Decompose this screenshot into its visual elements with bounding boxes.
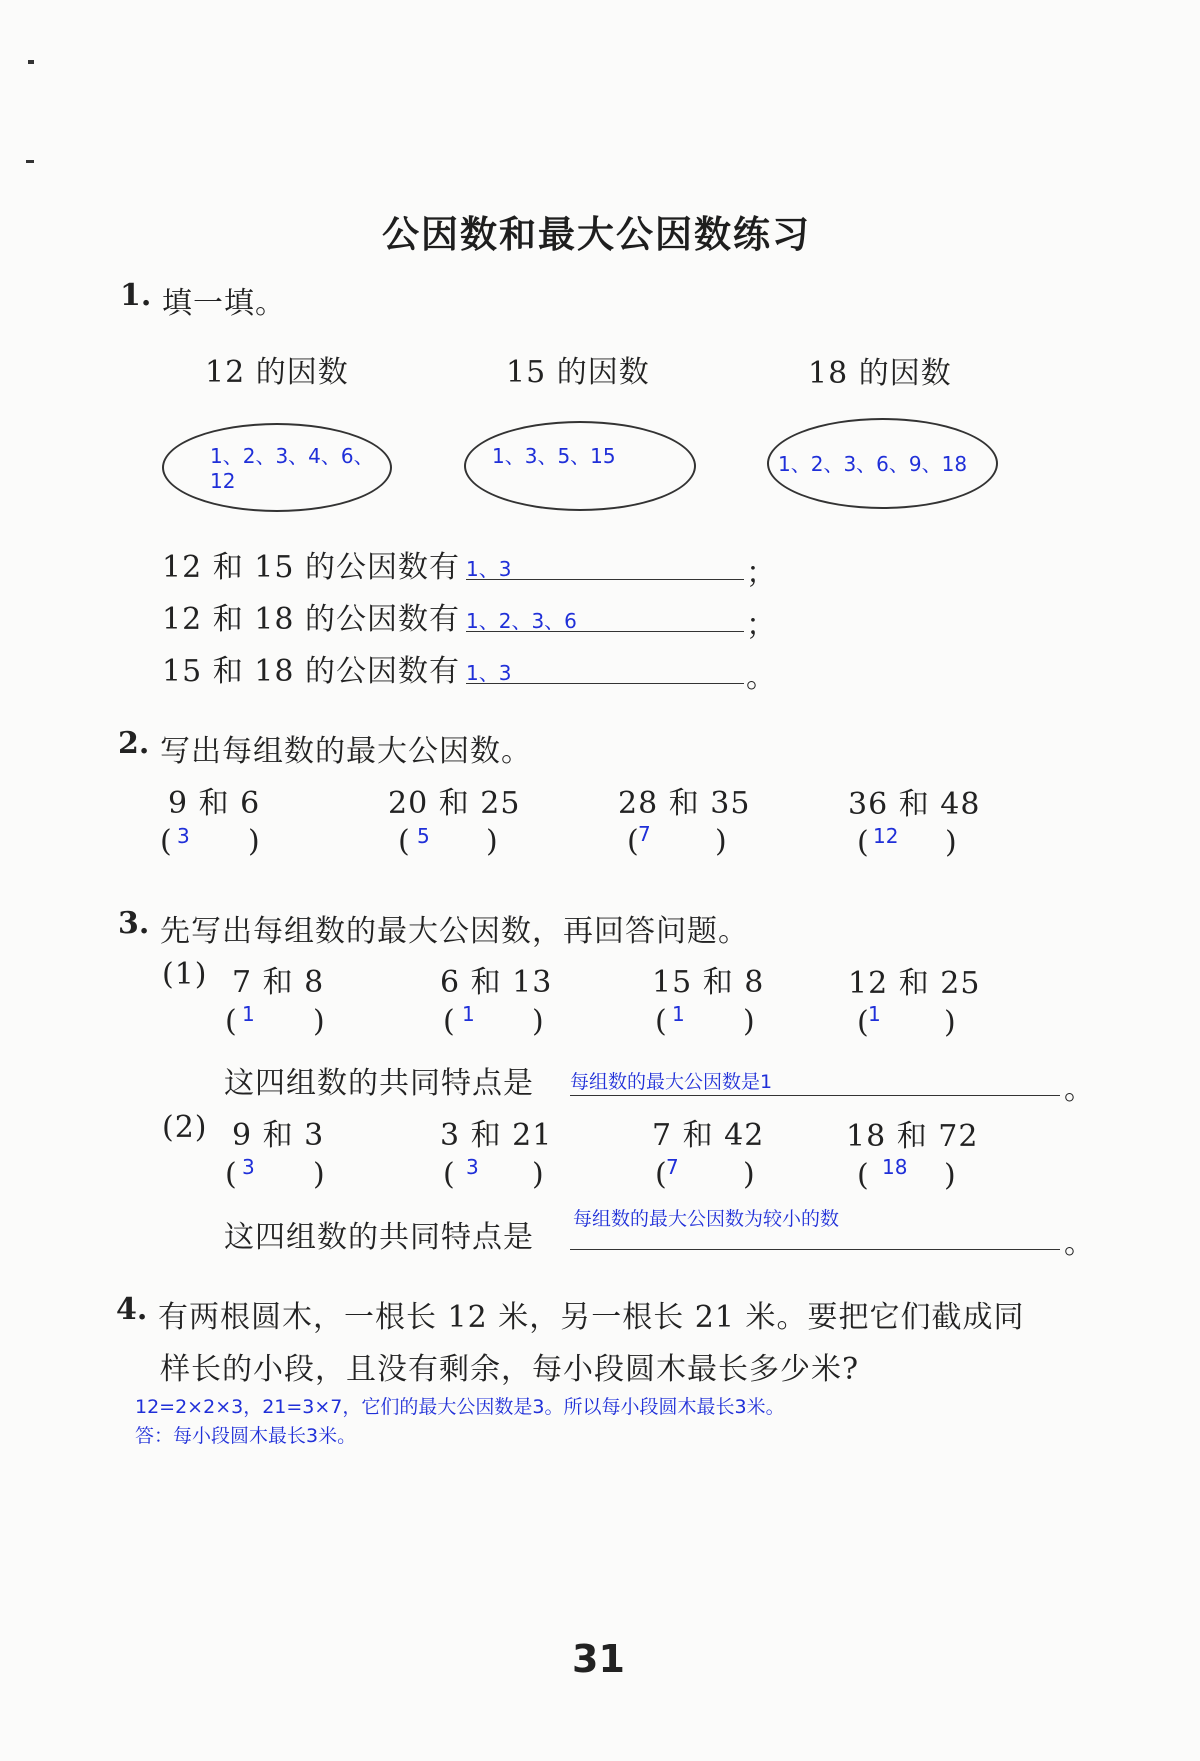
q1-line-answer: 1、3 — [466, 557, 512, 581]
paren-close: ) — [313, 1157, 325, 1192]
q2-answer: 5 — [417, 824, 430, 848]
q1-ellipse-answer: 1、2、3、6、9、18 — [778, 452, 968, 476]
q2-pair: 28 和 35 — [618, 786, 751, 821]
q3-pair: 9 和 3 — [232, 1118, 325, 1153]
q2-pair: 20 和 25 — [388, 786, 521, 821]
q1-line-end: ； — [746, 608, 777, 643]
q1-ellipse-answer: 12 — [210, 469, 236, 493]
q1-line-label: 12 和 18 的公因数有 — [162, 602, 460, 637]
answer-line — [570, 1095, 1060, 1096]
q3-feature-answer: 每组数的最大公因数为较小的数 — [573, 1208, 840, 1230]
q3-answer: 1 — [462, 1002, 475, 1026]
paren-open: ( — [857, 825, 869, 860]
paren-close: ) — [743, 1157, 755, 1192]
q1-line-end: 。 — [746, 660, 777, 695]
q1-header: 15 的因数 — [506, 355, 650, 390]
q3-feature-end: 。 — [1064, 1226, 1095, 1261]
q1-header: 12 的因数 — [205, 355, 349, 390]
paren-close: ) — [944, 1158, 956, 1193]
q3-feature-label: 这四组数的共同特点是 — [224, 1220, 534, 1255]
q1-line-answer: 1、3 — [466, 661, 512, 685]
q3-pair: 3 和 21 — [440, 1118, 553, 1153]
q1-line-label: 15 和 18 的公因数有 — [162, 654, 460, 689]
q3-answer: 18 — [882, 1155, 908, 1179]
q4-answer: 答：每小段圆木最长3米。 — [135, 1425, 357, 1447]
answer-line — [570, 1249, 1060, 1250]
q1-header: 18 的因数 — [808, 356, 952, 391]
paren-close: ) — [944, 1005, 956, 1040]
q3-answer: 7 — [666, 1155, 679, 1179]
q4-number: 4. — [116, 1292, 148, 1327]
q3-part-label: (1) — [162, 957, 208, 992]
q1-number: 1. — [120, 278, 152, 313]
q2-prompt: 写出每组数的最大公因数。 — [160, 734, 532, 769]
q3-answer: 3 — [466, 1155, 479, 1179]
paren-open: ( — [443, 1004, 455, 1039]
q3-answer: 1 — [242, 1002, 255, 1026]
q3-feature-end: 。 — [1064, 1072, 1095, 1107]
paren-close: ) — [945, 825, 957, 860]
paren-open: ( — [160, 824, 172, 859]
q3-prompt: 先写出每组数的最大公因数，再回答问题。 — [160, 914, 749, 949]
q2-answer: 7 — [638, 822, 651, 846]
q1-line-label: 12 和 15 的公因数有 — [162, 550, 460, 585]
scan-mark — [26, 160, 34, 163]
q3-pair: 6 和 13 — [440, 965, 553, 1000]
q4-solution: 12=2×2×3，21=3×7，它们的最大公因数是3。所以每小段圆木最长3米。 — [135, 1396, 785, 1418]
q2-answer: 12 — [873, 824, 899, 848]
scan-mark — [28, 60, 34, 64]
paren-open: ( — [857, 1005, 869, 1040]
q3-pair: 18 和 72 — [846, 1119, 979, 1154]
q4-prompt: 样长的小段，且没有剩余，每小段圆木最长多少米? — [160, 1352, 860, 1387]
q4-prompt: 有两根圆木，一根长 12 米，另一根长 21 米。要把它们截成同 — [158, 1300, 1025, 1335]
paren-open: ( — [443, 1157, 455, 1192]
q1-line-end: ； — [746, 556, 777, 591]
q2-number: 2. — [118, 726, 150, 761]
q3-pair: 7 和 8 — [232, 965, 325, 1000]
paren-open: ( — [627, 824, 639, 859]
paren-open: ( — [655, 1004, 667, 1039]
q3-number: 3. — [118, 906, 150, 941]
paren-open: ( — [857, 1158, 869, 1193]
q3-answer: 3 — [242, 1155, 255, 1179]
q2-answer: 3 — [177, 824, 190, 848]
paren-open: ( — [225, 1157, 237, 1192]
page-number: 31 — [572, 1637, 625, 1681]
paren-close: ) — [313, 1004, 325, 1039]
q3-pair: 7 和 42 — [652, 1118, 765, 1153]
q3-answer: 1 — [672, 1002, 685, 1026]
q3-feature-label: 这四组数的共同特点是 — [224, 1066, 534, 1101]
q3-feature-answer: 每组数的最大公因数是1 — [570, 1071, 773, 1093]
paren-close: ) — [486, 824, 498, 859]
q3-part-label: (2) — [162, 1110, 208, 1145]
paren-close: ) — [248, 824, 260, 859]
q1-line-answer: 1、2、3、6 — [466, 609, 577, 633]
q1-ellipse-answer: 1、3、5、15 — [492, 444, 616, 468]
q1-ellipse-answer: 1、2、3、4、6、 — [210, 444, 374, 468]
paren-open: ( — [225, 1004, 237, 1039]
paren-close: ) — [532, 1004, 544, 1039]
q3-pair: 12 和 25 — [848, 966, 981, 1001]
q1-prompt: 填一填。 — [162, 286, 286, 321]
q2-pair: 9 和 6 — [168, 786, 261, 821]
q2-pair: 36 和 48 — [848, 787, 981, 822]
paren-close: ) — [743, 1004, 755, 1039]
paren-open: ( — [398, 824, 410, 859]
page-title: 公因数和最大公因数练习 — [382, 213, 811, 256]
q3-answer: 1 — [868, 1002, 881, 1026]
paren-close: ) — [715, 824, 727, 859]
paren-close: ) — [532, 1157, 544, 1192]
paren-open: ( — [655, 1157, 667, 1192]
q3-pair: 15 和 8 — [652, 965, 765, 1000]
